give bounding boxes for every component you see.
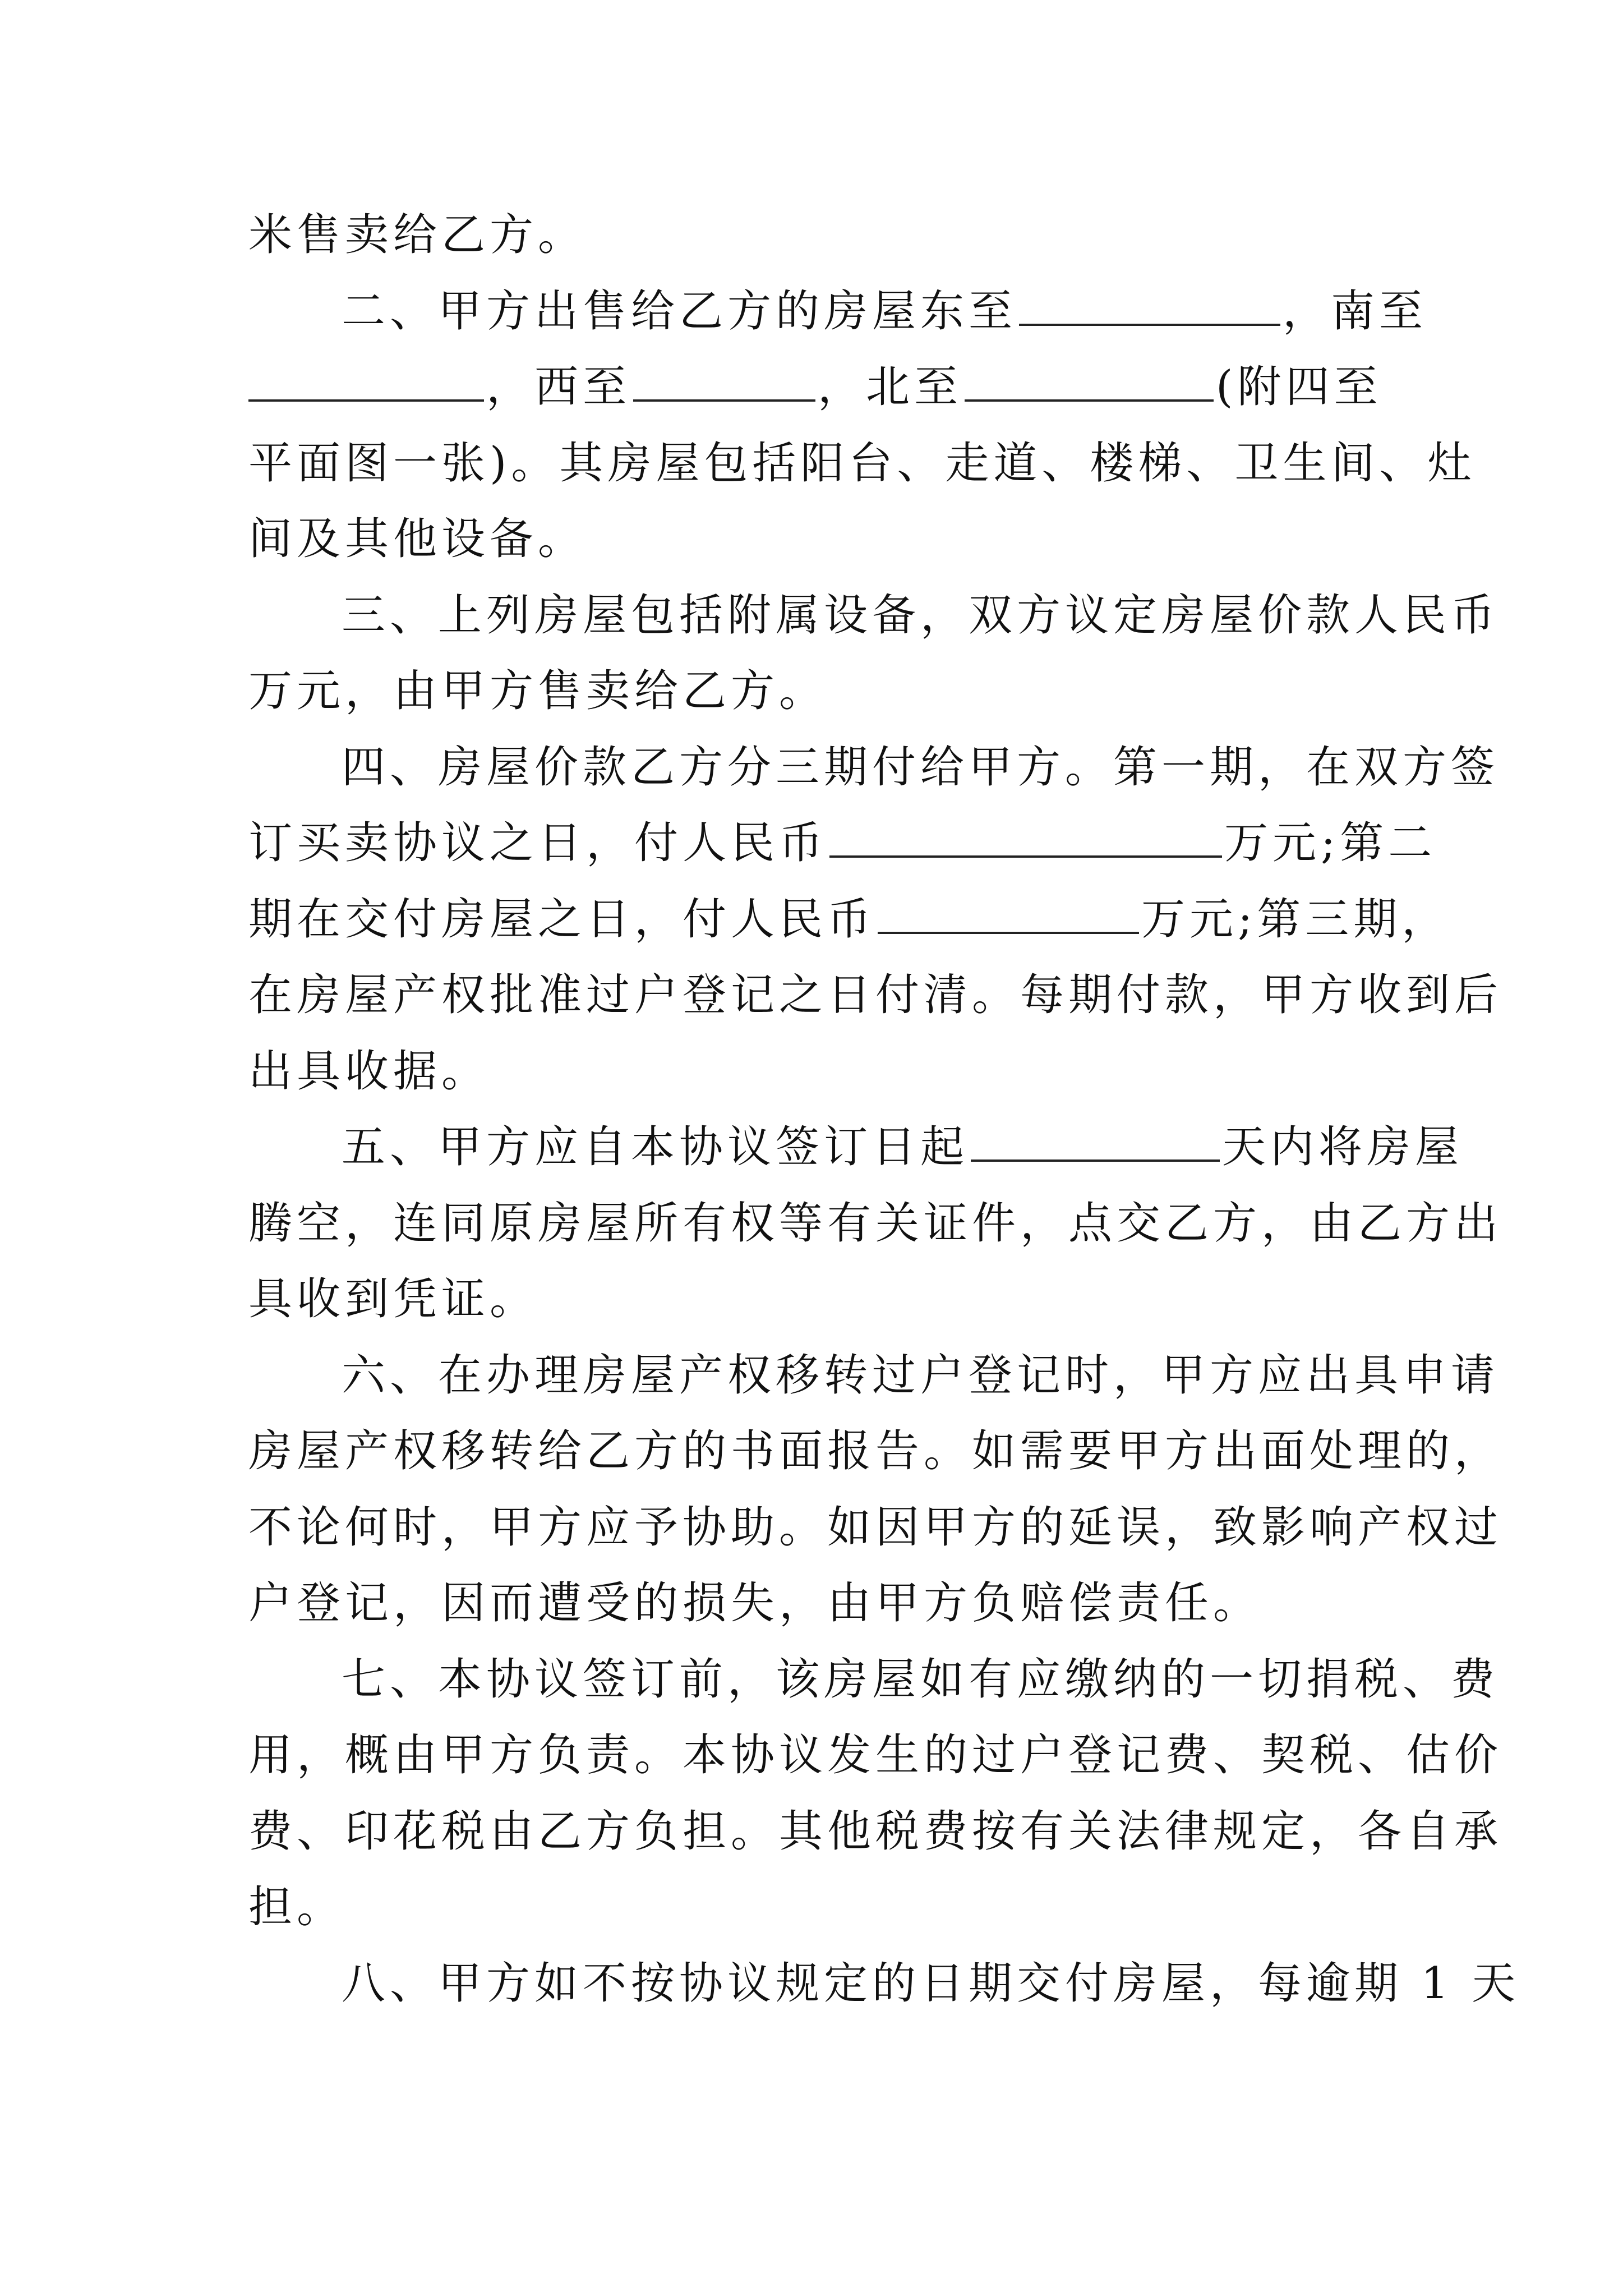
text-segment: 万元，由甲方售卖给乙方。 [248, 666, 828, 716]
blank-second-payment [878, 895, 1139, 934]
text-segment: 期在交付房屋之日，付人民币 [248, 894, 876, 945]
text-segment: 费、印花税由乙方负担。其他税费按有关法律规定，各自承 [248, 1806, 1503, 1857]
blank-first-payment [829, 818, 1222, 858]
clause-5-line-1 [248, 1110, 1464, 1186]
text-segment: ，北至 [818, 362, 963, 412]
text-segment: 万元;第三期， [1141, 894, 1450, 945]
text-segment: (附四至 [1216, 362, 1382, 412]
text-segment: 在房屋产权批准过户登记之日付清。每期付款，甲方收到后 [248, 970, 1503, 1020]
text-segment: 二、甲方出售给乙方的房屋东至 [342, 286, 1017, 337]
clause-5-line-2 [248, 1186, 1503, 1262]
text-segment: 户登记，因而遭受的损失，由甲方负赔偿责任。 [248, 1578, 1262, 1628]
clause-7-line-2 [248, 1718, 1503, 1794]
clause-4-line-2 [248, 806, 1437, 882]
text-segment: 用，概由甲方负责。本协议发生的过户登记费、契税、估价 [248, 1730, 1503, 1780]
text-segment: 腾空，连同原房屋所有权等有关证件，点交乙方，由乙方出 [248, 1198, 1503, 1249]
text-segment: 万元;第二 [1224, 818, 1437, 868]
clause-2-line-2 [248, 349, 1393, 426]
blank-west [633, 362, 815, 402]
clause-3-line-1 [248, 578, 1500, 654]
text-segment: 出具收据。 [248, 1046, 490, 1097]
clause-2-line-4 [248, 501, 1393, 578]
clause-6-line-1 [248, 1338, 1500, 1414]
clause-6-line-2 [248, 1414, 1503, 1490]
clause-7-line-4 [248, 1870, 1393, 1946]
blank-north [965, 362, 1214, 402]
text-segment: 天内将房屋 [1222, 1122, 1464, 1172]
clause-4-line-3 [248, 882, 1450, 958]
blank-east [1019, 287, 1280, 326]
text-segment: 房屋产权移转给乙方的书面报告。如需要甲方出面处理的， [248, 1426, 1503, 1476]
clause-7-line-1 [248, 1642, 1500, 1718]
text-segment: 不论何时，甲方应予协助。如因甲方的延误，致影响产权过 [248, 1502, 1503, 1553]
text-segment: 间及其他设备。 [248, 514, 587, 564]
text-segment: 四、房屋价款乙方分三期付给甲方。第一期，在双方签 [342, 742, 1500, 793]
text-segment: 六、在办理房屋产权移转过户登记时，甲方应出具申请 [342, 1350, 1500, 1401]
text-segment: 米售卖给乙方。 [248, 210, 587, 260]
text-segment: 三、上列房屋包括附属设备，双方议定房屋价款人民币 [342, 590, 1500, 641]
clause-2-line-1 [248, 274, 1428, 350]
text-segment: ，西至 [486, 362, 631, 412]
clause-7-line-3 [248, 1794, 1503, 1870]
text-segment: 平面图一张)。其房屋包括阳台、走道、楼梯、卫生间、灶 [248, 438, 1476, 489]
clause-8-line-1 [248, 1946, 1520, 2022]
blank-days [971, 1122, 1220, 1162]
line-1 [248, 197, 1393, 274]
blank-south [248, 362, 484, 402]
text-segment: 八、甲方如不按协议规定的日期交付房屋，每逾期 1 天 [342, 1958, 1520, 2009]
text-segment: 具收到凭证。 [248, 1274, 538, 1324]
clause-5-line-3 [248, 1262, 1393, 1338]
text-segment: 五、甲方应自本协议签订日起 [342, 1122, 969, 1172]
text-segment: 担。 [248, 1882, 345, 1932]
clause-2-line-3 [248, 426, 1476, 502]
text-segment: 订买卖协议之日，付人民币 [248, 818, 828, 868]
clause-4-line-1 [248, 730, 1500, 806]
clause-4-line-5 [248, 1034, 1393, 1110]
clause-6-line-3 [248, 1490, 1503, 1566]
clause-4-line-4 [248, 958, 1503, 1034]
text-segment: ，南至 [1283, 286, 1428, 337]
text-segment: 七、本协议签订前，该房屋如有应缴纳的一切捐税、费 [342, 1654, 1500, 1705]
clause-6-line-4 [248, 1566, 1393, 1642]
clause-3-line-2 [248, 654, 1393, 730]
contract-body [248, 197, 1520, 2022]
